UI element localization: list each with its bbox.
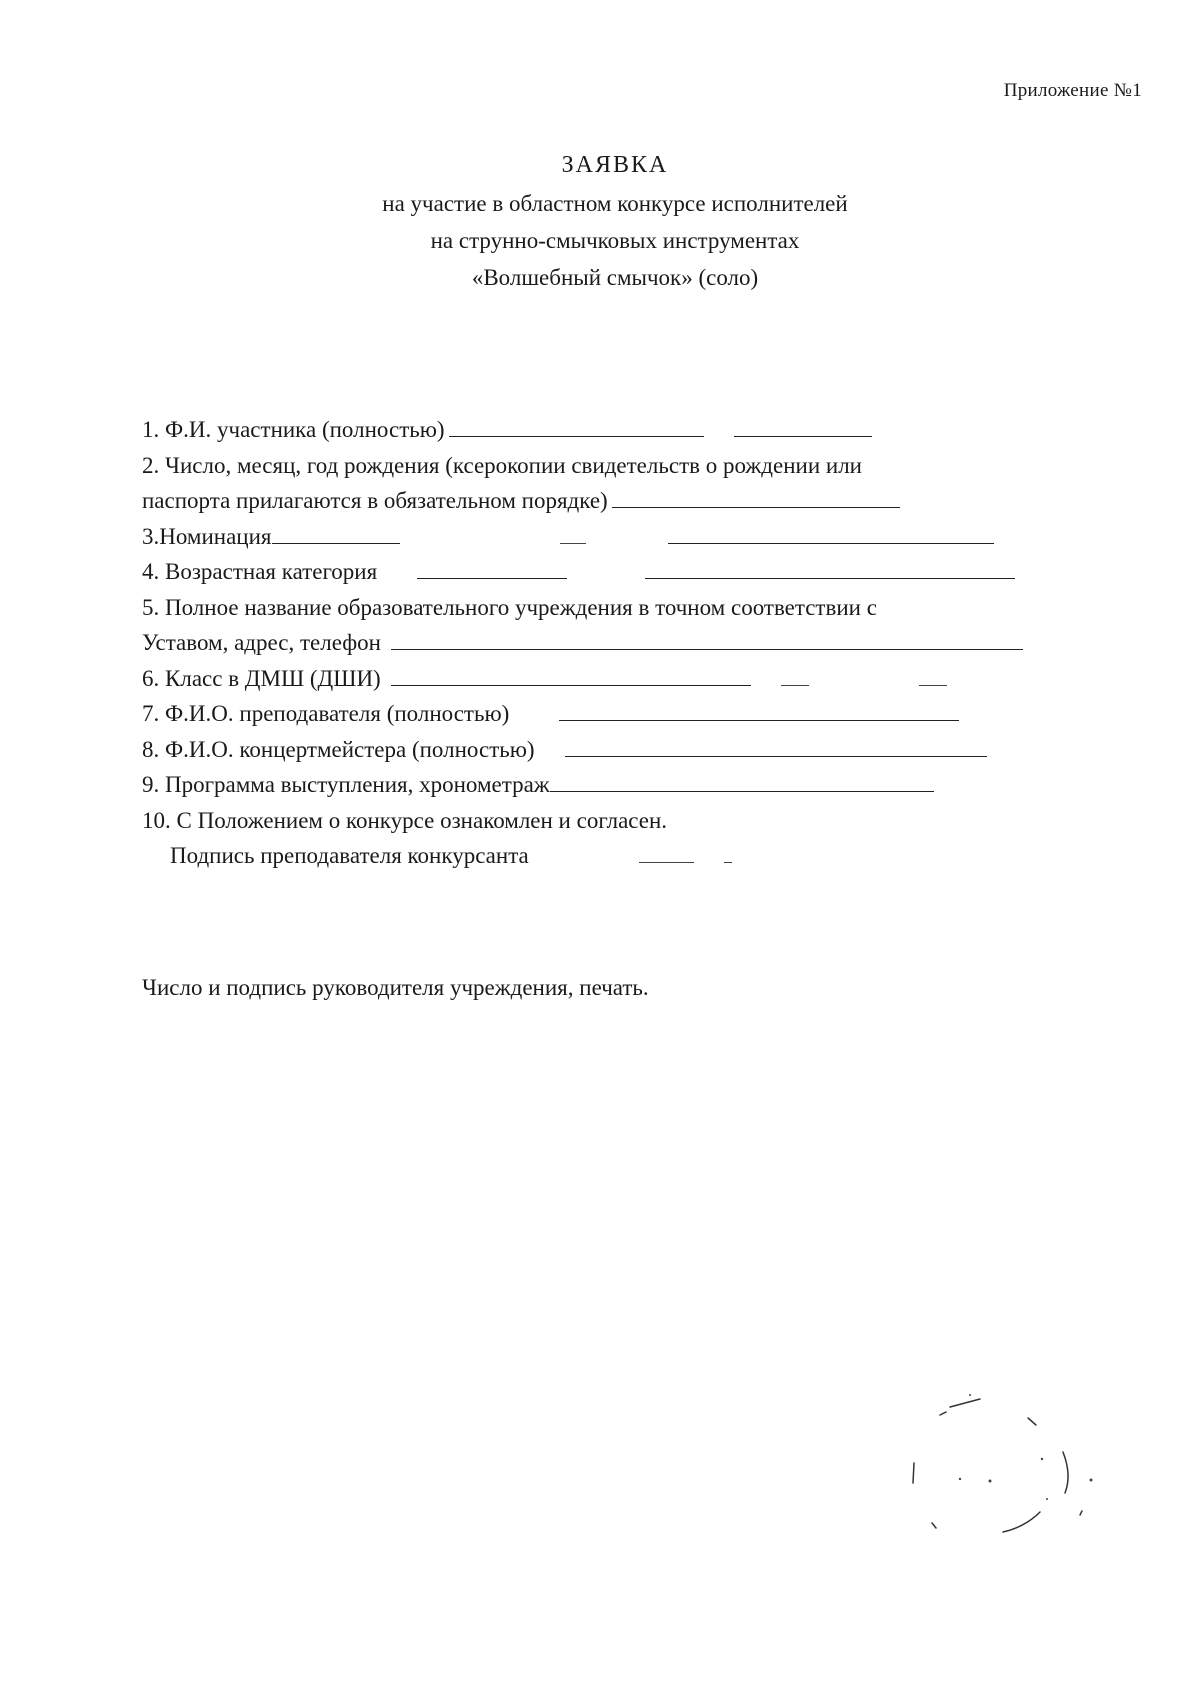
institution-field[interactable]	[391, 629, 1023, 650]
nomination-field-dash	[560, 523, 586, 544]
class-field[interactable]	[391, 665, 751, 686]
form-row-age	[142, 554, 1092, 590]
teacher-field[interactable]	[559, 700, 959, 721]
accompanist-label: 8. Ф.И.О. концертмейстера (полностью)	[142, 736, 535, 762]
form-row-birthdate	[142, 448, 1092, 484]
document-title: ЗАЯВКА	[561, 152, 669, 178]
stamp-dot-3	[1041, 1458, 1043, 1460]
class-field-dash-1	[781, 665, 809, 686]
signature-field-dash	[724, 842, 732, 863]
form-row-institution	[142, 590, 1092, 626]
signature-label: Подпись преподавателя конкурсанта	[170, 843, 529, 868]
director-signature-line: Число и подпись руководителя учреждения, печать.	[142, 975, 649, 1000]
participant-name-field[interactable]	[449, 416, 704, 437]
nomination-field-extra[interactable]	[668, 523, 994, 544]
form-row-program	[142, 767, 1092, 803]
stamp-mark-1	[950, 1399, 980, 1407]
participant-name-label: 1. Ф.И. участника (полностью)	[142, 417, 445, 442]
stamp-mark-8	[1080, 1511, 1082, 1515]
age-category-field[interactable]	[417, 558, 567, 579]
birthdate-label: 2. Число, месяц, год рождения (ксерокопии свидетельств о рождении или	[142, 452, 862, 478]
class-label: 6. Класс в ДМШ (ДШИ)	[142, 665, 381, 691]
subtitle-line-1: на участие в областном конкурсе исполнителей	[382, 191, 848, 216]
class-field-dash-2	[919, 665, 947, 686]
program-label: 9. Программа выступления, хронометраж	[142, 772, 550, 797]
nomination-field[interactable]	[272, 523, 400, 544]
form-row-teacher	[142, 696, 1092, 732]
application-form	[142, 412, 1092, 874]
birthdate-field[interactable]	[612, 487, 900, 508]
institution-label: 5. Полное название образовательного учреждения в точном соответствии с	[142, 594, 877, 620]
stamp-dot-6	[969, 1394, 971, 1396]
birthdate-label-cont: паспорта прилагаются в обязательном порядке)	[142, 488, 608, 513]
stamp-mark-6	[1003, 1512, 1040, 1532]
program-field[interactable]	[550, 771, 934, 792]
form-row-agreement	[142, 803, 1092, 839]
stamp-dot-5	[1046, 1498, 1048, 1500]
stamp-dot-4	[1090, 1479, 1093, 1482]
form-row-participant	[142, 412, 1092, 448]
annex-label: Приложение №1	[1003, 80, 1142, 101]
age-category-label: 4. Возрастная категория	[142, 559, 378, 584]
subtitle-line-3: «Волшебный смычок» (соло)	[471, 265, 759, 290]
form-row-class	[142, 661, 1092, 697]
stamp-dot-2	[959, 1478, 961, 1480]
stamp-dot-1	[989, 1480, 992, 1483]
subtitle-line-2: на струнно-смычковых инструментах	[430, 228, 800, 253]
form-row-signature	[142, 838, 1092, 874]
stamp-mark-7	[932, 1523, 936, 1528]
title-block	[0, 152, 1200, 296]
stamp-mark-2	[940, 1412, 946, 1415]
form-row-birthdate-cont	[142, 483, 1092, 519]
stamp-seal	[900, 1375, 1120, 1545]
age-category-field-extra[interactable]	[645, 558, 1015, 579]
stamp-mark-4	[1063, 1452, 1068, 1493]
signature-field[interactable]	[639, 842, 694, 863]
institution-label-cont: Уставом, адрес, телефон	[142, 630, 381, 655]
form-row-nomination	[142, 519, 1092, 555]
nomination-label: 3.Номинация	[142, 523, 272, 549]
agreement-label: 10. С Положением о конкурсе ознакомлен и согласен.	[142, 807, 668, 833]
stamp-mark-5	[913, 1463, 914, 1483]
participant-name-field-extra[interactable]	[734, 416, 872, 437]
stamp-mark-3	[1028, 1418, 1036, 1425]
accompanist-field[interactable]	[565, 736, 987, 757]
form-row-institution-cont	[142, 625, 1092, 661]
teacher-label: 7. Ф.И.О. преподавателя (полностью)	[142, 701, 510, 726]
form-row-accompanist	[142, 732, 1092, 768]
